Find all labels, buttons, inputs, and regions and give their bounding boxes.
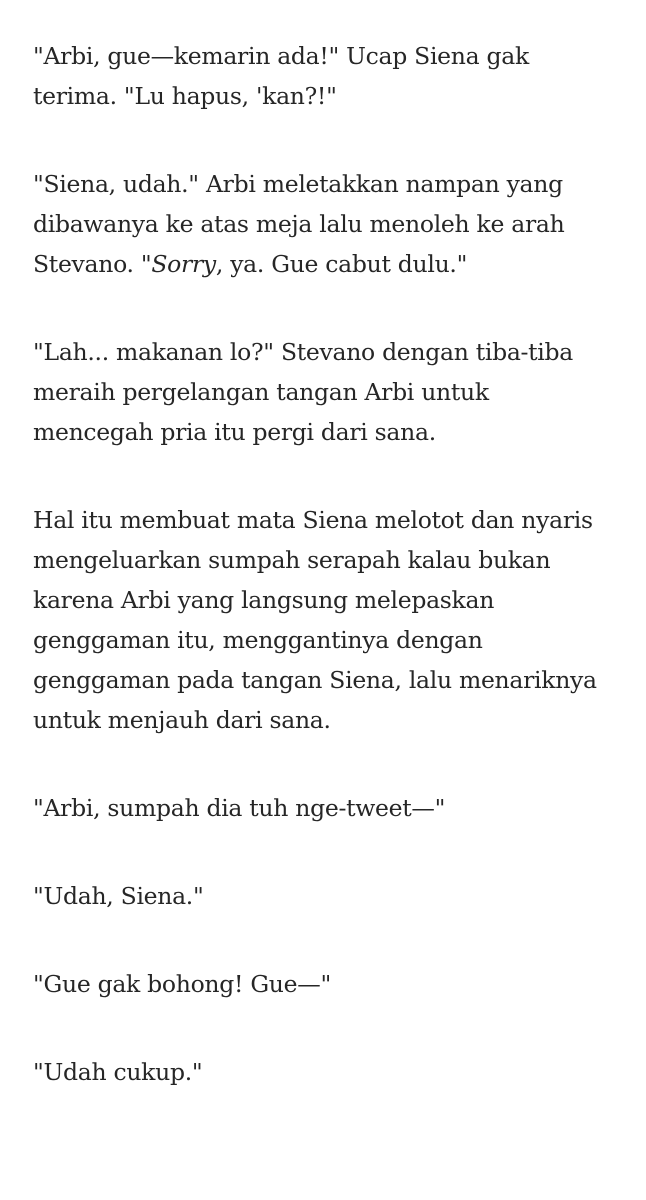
text-line: "Arbi, sumpah dia tuh nge-tweet—" <box>33 794 446 822</box>
text-line: "Arbi, gue—kemarin ada!" Ucap Siena gak <box>33 42 529 70</box>
text-line <box>33 244 633 284</box>
text-line: genggaman pada tangan Siena, lalu menariknya <box>33 666 597 694</box>
paragraph-3 <box>33 332 633 452</box>
text-line: dibawanya ke atas meja lalu menoleh ke arah <box>33 210 565 238</box>
text-segment: , ya. Gue cabut dulu." <box>215 250 468 278</box>
text-line: mencegah pria itu pergi dari sana. <box>33 418 436 446</box>
italic-word: Sorry <box>151 250 216 278</box>
text-line: karena Arbi yang langsung melepaskan <box>33 586 495 614</box>
text-line: meraih pergelangan tangan Arbi untuk <box>33 378 489 406</box>
text-line: "Udah, Siena." <box>33 882 204 910</box>
text-segment: Stevano. " <box>33 250 152 278</box>
text-line: "Lah... makanan lo?" Stevano dengan tiba-tiba <box>33 338 573 366</box>
text-line: "Gue gak bohong! Gue—" <box>33 970 331 998</box>
text-line: "Udah cukup." <box>33 1058 203 1086</box>
paragraph-5 <box>33 788 633 828</box>
text-line: untuk menjauh dari sana. <box>33 706 331 734</box>
paragraph-1 <box>33 36 633 116</box>
story-text <box>33 36 633 1140</box>
text-line: terima. "Lu hapus, 'kan?!" <box>33 82 337 110</box>
paragraph-2 <box>33 164 633 284</box>
paragraph-6 <box>33 876 633 916</box>
paragraph-8 <box>33 1052 633 1092</box>
text-line: mengeluarkan sumpah serapah kalau bukan <box>33 546 551 574</box>
paragraph-4 <box>33 500 633 740</box>
paragraph-7 <box>33 964 633 1004</box>
text-line: genggaman itu, menggantinya dengan <box>33 626 483 654</box>
text-line: Hal itu membuat mata Siena melotot dan nyaris <box>33 506 593 534</box>
text-line: "Siena, udah." Arbi meletakkan nampan yang <box>33 170 563 198</box>
